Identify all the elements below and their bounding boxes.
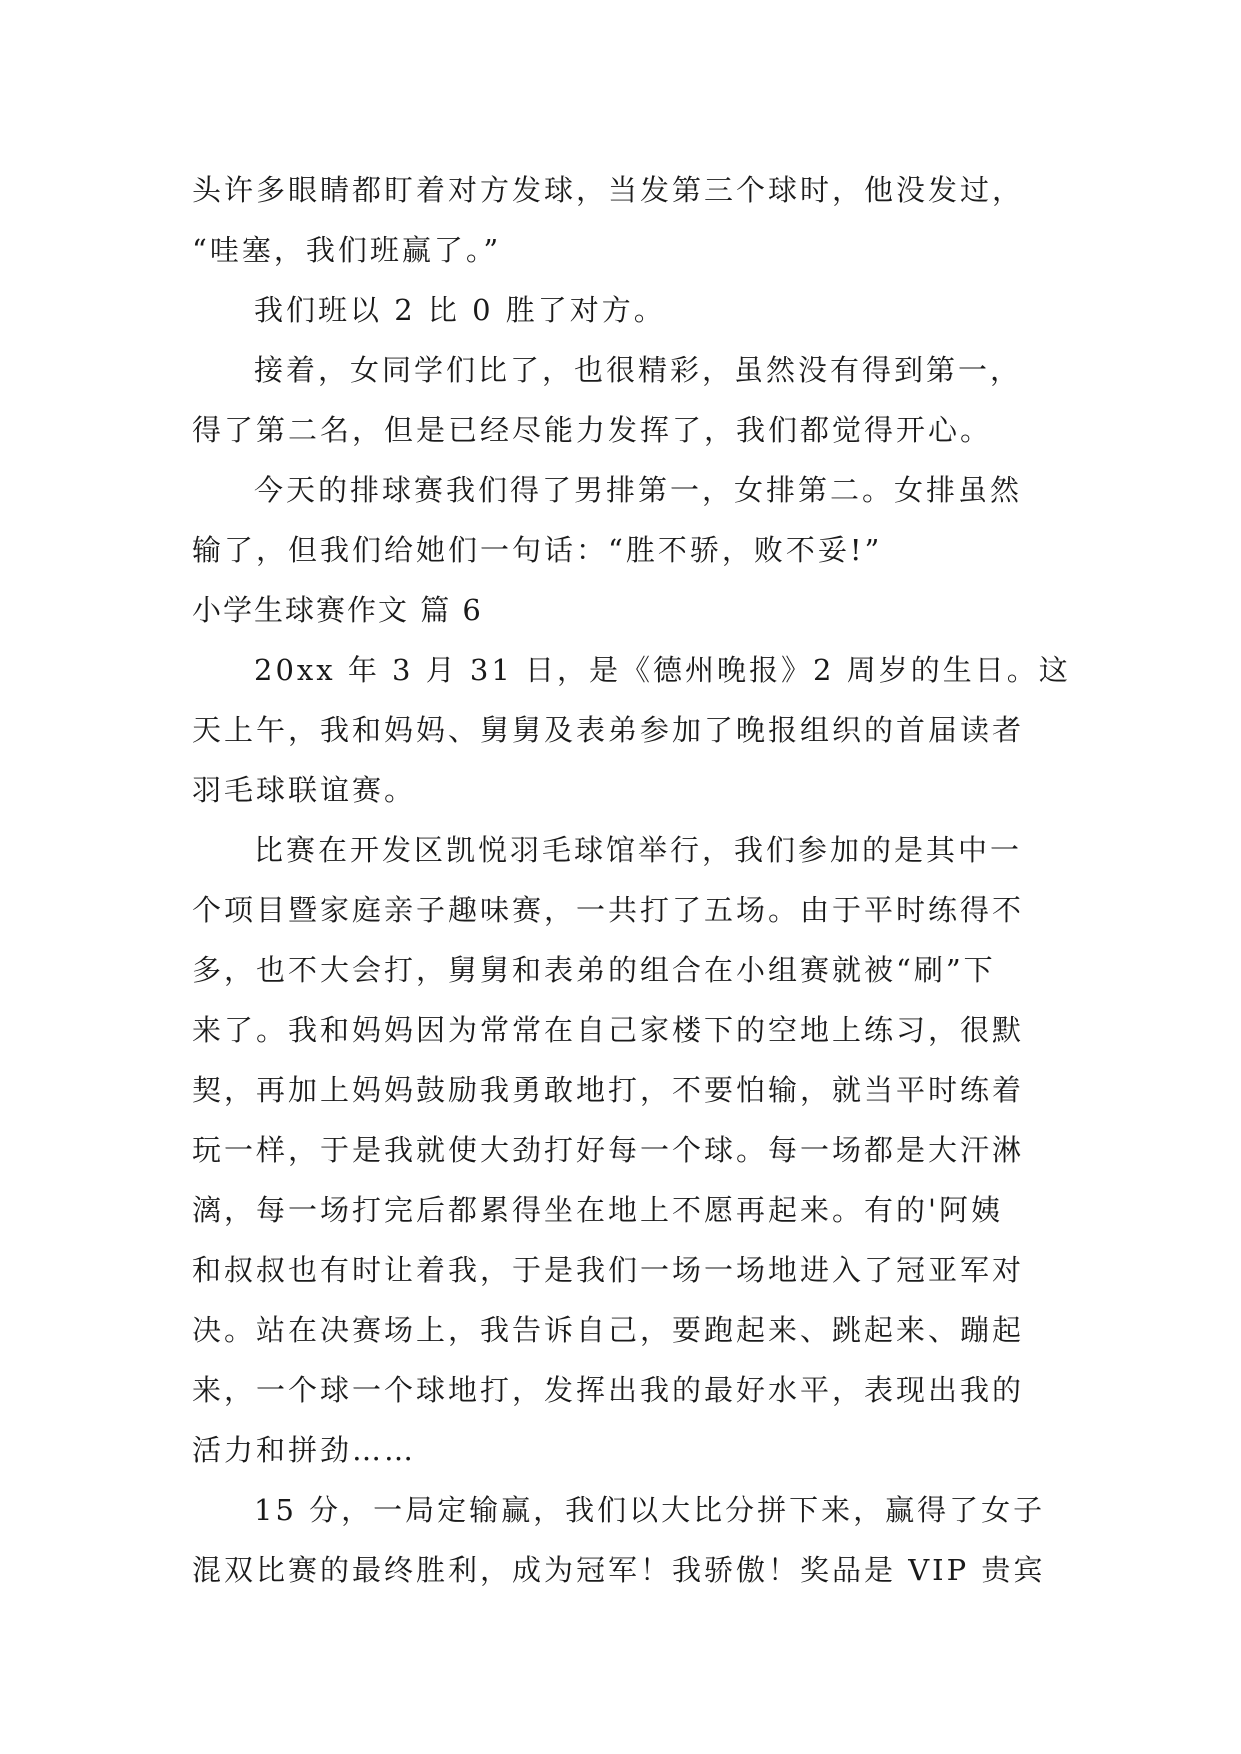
text-line: 输了，但我们给她们一句话：“胜不骄，败不妥!” bbox=[192, 533, 883, 567]
text-line: 漓，每一场打完后都累得坐在地上不愿再起来。有的'阿姨 bbox=[192, 1193, 1003, 1227]
paragraph-start-line: 今天的排球赛我们得了男排第一，女排第二。女排虽然 bbox=[254, 473, 1023, 507]
paragraph-start-line: 比赛在开发区凯悦羽毛球馆举行，我们参加的是其中一 bbox=[254, 833, 1023, 867]
section-heading: 小学生球赛作文 篇 6 bbox=[192, 593, 483, 627]
paragraph-start-line: 15 分，一局定输赢，我们以大比分拼下来，赢得了女子 bbox=[254, 1493, 1046, 1527]
text-line: 羽毛球联谊赛。 bbox=[192, 773, 417, 807]
text-line: 得了第二名，但是已经尽能力发挥了，我们都觉得开心。 bbox=[192, 413, 993, 447]
text-line: 混双比赛的最终胜利，成为冠军！我骄傲！奖品是 VIP 贵宾 bbox=[192, 1553, 1046, 1587]
text-line: 来了。我和妈妈因为常常在自己家楼下的空地上练习，很默 bbox=[192, 1013, 1025, 1047]
paragraph-start-line: 我们班以 2 比 0 胜了对方。 bbox=[254, 293, 666, 327]
document-body bbox=[192, 160, 1071, 1600]
text-line: 天上午，我和妈妈、舅舅及表弟参加了晚报组织的首届读者 bbox=[192, 713, 1025, 747]
paragraph-start-line: 20xx 年 3 月 31 日，是《德州晚报》2 周岁的生日。这 bbox=[254, 653, 1071, 687]
text-line: 活力和拼劲…… bbox=[192, 1433, 417, 1467]
text-line: “哇塞，我们班赢了。” bbox=[192, 233, 502, 267]
text-line: 个项目暨家庭亲子趣味赛，一共打了五场。由于平时练得不 bbox=[192, 893, 1025, 927]
paragraph-start-line: 接着，女同学们比了，也很精彩，虽然没有得到第一， bbox=[254, 353, 1023, 387]
text-line: 多，也不大会打，舅舅和表弟的组合在小组赛就被“刷”下 bbox=[192, 953, 996, 987]
text-line: 契，再加上妈妈鼓励我勇敢地打，不要怕输，就当平时练着 bbox=[192, 1073, 1025, 1107]
text-line: 和叔叔也有时让着我，于是我们一场一场地进入了冠亚军对 bbox=[192, 1253, 1025, 1287]
text-line: 头许多眼睛都盯着对方发球，当发第三个球时，他没发过， bbox=[192, 173, 1025, 207]
text-line: 玩一样，于是我就使大劲打好每一个球。每一场都是大汗淋 bbox=[192, 1133, 1025, 1167]
text-line: 来，一个球一个球地打，发挥出我的最好水平，表现出我的 bbox=[192, 1373, 1025, 1407]
text-line: 决。站在决赛场上，我告诉自己，要跑起来、跳起来、蹦起 bbox=[192, 1313, 1025, 1347]
